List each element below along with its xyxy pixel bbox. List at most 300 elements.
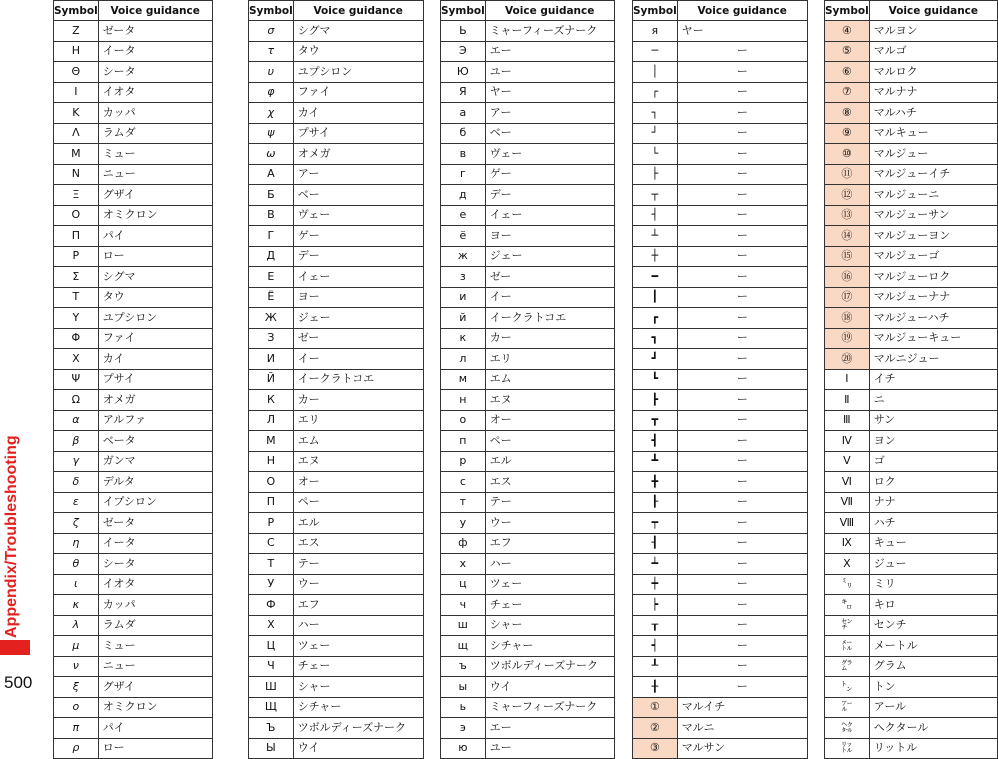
voice-guidance-cell: エー — [485, 41, 614, 62]
symbol-cell: Х — [249, 615, 294, 636]
symbol-cell: ┃ — [633, 287, 678, 308]
voice-guidance-cell: デルタ — [98, 472, 212, 493]
symbol-cell: ⑯ — [825, 267, 870, 288]
symbol-cell: ㍉ — [825, 574, 870, 595]
symbol-cell: τ — [249, 41, 294, 62]
voice-guidance-cell: ー — [677, 41, 807, 62]
symbol-cell: Ⅶ — [825, 492, 870, 513]
voice-guidance-cell: イータ — [98, 533, 212, 554]
table-row — [825, 287, 998, 308]
table-row — [441, 472, 615, 493]
symbol-cell: θ — [54, 554, 99, 575]
symbol-cell: Ο — [54, 205, 99, 226]
voice-guidance-cell: エス — [485, 472, 614, 493]
symbol-cell: φ — [249, 82, 294, 103]
header-voice-guidance: Voice guidance — [485, 1, 614, 21]
table-row — [441, 431, 615, 452]
table-row — [633, 82, 808, 103]
symbol-cell: μ — [54, 636, 99, 657]
voice-guidance-cell: トン — [869, 677, 997, 698]
voice-guidance-cell: マルジューヨン — [869, 226, 997, 247]
symbol-cell: ⑧ — [825, 103, 870, 124]
header-symbol: Symbol — [633, 1, 678, 21]
symbol-cell: ③ — [633, 738, 678, 759]
table-row — [54, 144, 213, 165]
symbol-cell: З — [249, 328, 294, 349]
symbol-cell: Т — [249, 554, 294, 575]
symbol-cell: ι — [54, 574, 99, 595]
symbol-cell: Ζ — [54, 21, 99, 42]
symbol-cell: ⑳ — [825, 349, 870, 370]
table-row — [825, 246, 998, 267]
symbol-cell: з — [441, 267, 486, 288]
table-row — [54, 533, 213, 554]
voice-guidance-cell: ウー — [293, 574, 423, 595]
voice-guidance-cell: シャー — [485, 615, 614, 636]
table-row — [633, 451, 808, 472]
symbol-cell: └ — [633, 144, 678, 165]
voice-guidance-cell: マルジュー — [869, 144, 997, 165]
table-row — [54, 82, 213, 103]
symbol-cell: ⑥ — [825, 62, 870, 83]
symbol-cell: Р — [249, 513, 294, 534]
table-row — [633, 697, 808, 718]
voice-guidance-cell: シータ — [98, 554, 212, 575]
voice-guidance-cell: シチャー — [293, 697, 423, 718]
symbol-cell: Ⅱ — [825, 390, 870, 411]
voice-guidance-cell: イータ — [98, 41, 212, 62]
voice-guidance-cell: ー — [677, 390, 807, 411]
table-row — [249, 410, 424, 431]
symbol-cell: к — [441, 328, 486, 349]
table-row — [249, 697, 424, 718]
voice-guidance-cell: エフ — [293, 595, 423, 616]
symbol-cell: Ⅲ — [825, 410, 870, 431]
symbol-cell: Б — [249, 185, 294, 206]
voice-guidance-cell: ヨー — [293, 287, 423, 308]
symbol-cell: ╂ — [633, 677, 678, 698]
voice-guidance-cell: ー — [677, 349, 807, 370]
table-row — [249, 390, 424, 411]
symbol-cell: χ — [249, 103, 294, 124]
voice-guidance-cell: カー — [485, 328, 614, 349]
table-row — [249, 164, 424, 185]
table-row — [249, 205, 424, 226]
symbol-cell: ⑩ — [825, 144, 870, 165]
symbol-cell: ㌧ — [825, 677, 870, 698]
table-row — [633, 308, 808, 329]
symbol-table-3 — [440, 0, 615, 759]
voice-guidance-cell: パイ — [98, 226, 212, 247]
symbol-cell: ╋ — [633, 472, 678, 493]
table-row — [249, 328, 424, 349]
symbol-cell: т — [441, 492, 486, 513]
table-row — [441, 205, 615, 226]
voice-guidance-cell: ー — [677, 554, 807, 575]
voice-guidance-cell: デー — [293, 246, 423, 267]
voice-guidance-cell: ゼー — [293, 328, 423, 349]
symbol-cell: Э — [441, 41, 486, 62]
table-row — [54, 636, 213, 657]
voice-guidance-cell: ー — [677, 103, 807, 124]
voice-guidance-cell: ファイ — [98, 328, 212, 349]
symbol-cell: ξ — [54, 677, 99, 698]
table-row — [441, 677, 615, 698]
voice-guidance-cell: ー — [677, 369, 807, 390]
voice-guidance-cell: ロー — [98, 738, 212, 759]
voice-guidance-cell: ニュー — [98, 164, 212, 185]
voice-guidance-cell: ー — [677, 82, 807, 103]
symbol-cell: В — [249, 205, 294, 226]
table-row — [249, 226, 424, 247]
voice-guidance-cell: アルファ — [98, 410, 212, 431]
table-row — [825, 697, 998, 718]
table-row — [825, 595, 998, 616]
table-row — [54, 554, 213, 575]
symbol-cell: ⑱ — [825, 308, 870, 329]
voice-guidance-cell: ヘクタール — [869, 718, 997, 739]
symbol-cell: δ — [54, 472, 99, 493]
symbol-cell: ━ — [633, 267, 678, 288]
symbol-cell: ⑤ — [825, 41, 870, 62]
table-row — [441, 185, 615, 206]
table-row — [249, 472, 424, 493]
table-row — [825, 308, 998, 329]
table-row — [249, 492, 424, 513]
voice-guidance-cell: デー — [485, 185, 614, 206]
table-row — [441, 513, 615, 534]
table-row — [633, 533, 808, 554]
voice-guidance-cell: キュー — [869, 533, 997, 554]
symbol-cell: м — [441, 369, 486, 390]
symbol-cell: Я — [441, 82, 486, 103]
symbol-cell: ш — [441, 615, 486, 636]
table-row — [441, 328, 615, 349]
header-voice-guidance: Voice guidance — [869, 1, 997, 21]
table-row — [825, 144, 998, 165]
voice-guidance-cell: ラムダ — [98, 123, 212, 144]
voice-guidance-cell: マルジューキュー — [869, 328, 997, 349]
voice-guidance-cell: キロ — [869, 595, 997, 616]
symbol-cell: я — [633, 21, 678, 42]
symbol-cell: ┰ — [633, 615, 678, 636]
table-row — [249, 267, 424, 288]
symbol-cell: υ — [249, 62, 294, 83]
table-row — [54, 62, 213, 83]
voice-guidance-cell: チェー — [485, 595, 614, 616]
symbol-cell: ┤ — [633, 205, 678, 226]
table-row — [54, 123, 213, 144]
symbol-cell: в — [441, 144, 486, 165]
voice-guidance-cell: エム — [293, 431, 423, 452]
table-row — [54, 349, 213, 370]
table-row — [633, 144, 808, 165]
symbol-cell: ┿ — [633, 574, 678, 595]
voice-guidance-cell: ミュー — [98, 144, 212, 165]
voice-guidance-cell: ゼータ — [98, 21, 212, 42]
table-row — [633, 41, 808, 62]
table-row — [633, 21, 808, 42]
table-row — [633, 410, 808, 431]
header-voice-guidance: Voice guidance — [293, 1, 423, 21]
symbol-cell: ㌢ — [825, 615, 870, 636]
symbol-cell: Ψ — [54, 369, 99, 390]
voice-guidance-cell: ヤー — [485, 82, 614, 103]
table-row — [441, 656, 615, 677]
table-row — [54, 615, 213, 636]
symbol-cell: ┣ — [633, 390, 678, 411]
table-row — [633, 369, 808, 390]
voice-guidance-cell: マルゴ — [869, 41, 997, 62]
voice-guidance-cell: ゼータ — [98, 513, 212, 534]
voice-guidance-cell: イオタ — [98, 574, 212, 595]
symbol-cell: ┛ — [633, 349, 678, 370]
table-row — [54, 656, 213, 677]
voice-guidance-cell: オー — [293, 472, 423, 493]
table-row — [441, 246, 615, 267]
table-row — [633, 328, 808, 349]
table-row — [249, 308, 424, 329]
voice-guidance-cell: ー — [677, 185, 807, 206]
voice-guidance-cell: イェー — [293, 267, 423, 288]
symbol-cell: ㌃ — [825, 697, 870, 718]
symbol-cell: ┫ — [633, 431, 678, 452]
table-row — [633, 390, 808, 411]
symbol-cell: Ё — [249, 287, 294, 308]
voice-guidance-cell: マルナナ — [869, 82, 997, 103]
voice-guidance-cell: エリ — [485, 349, 614, 370]
voice-guidance-cell: オメガ — [98, 390, 212, 411]
voice-guidance-cell: タウ — [98, 287, 212, 308]
symbol-cell: д — [441, 185, 486, 206]
table-row — [633, 718, 808, 739]
symbol-cell: Й — [249, 369, 294, 390]
voice-guidance-cell: カイ — [98, 349, 212, 370]
voice-guidance-cell: ー — [677, 123, 807, 144]
table-row — [249, 636, 424, 657]
symbol-cell: ч — [441, 595, 486, 616]
symbol-cell: ─ — [633, 41, 678, 62]
symbol-cell: б — [441, 123, 486, 144]
header-voice-guidance: Voice guidance — [98, 1, 212, 21]
table-row — [441, 226, 615, 247]
table-row — [441, 697, 615, 718]
table-row — [54, 390, 213, 411]
voice-guidance-cell: ー — [677, 308, 807, 329]
symbol-cell: У — [249, 574, 294, 595]
voice-guidance-cell: ミャーフィーズナーク — [485, 21, 614, 42]
table-row — [441, 349, 615, 370]
voice-guidance-cell: マルキュー — [869, 123, 997, 144]
symbol-cell: ⑬ — [825, 205, 870, 226]
table-row — [633, 656, 808, 677]
table-row — [54, 574, 213, 595]
table-row — [249, 246, 424, 267]
table-row — [54, 492, 213, 513]
table-row — [441, 103, 615, 124]
symbol-cell: Щ — [249, 697, 294, 718]
voice-guidance-cell: ナナ — [869, 492, 997, 513]
voice-guidance-cell: イオタ — [98, 82, 212, 103]
symbol-cell: ┳ — [633, 410, 678, 431]
table-row — [249, 287, 424, 308]
voice-guidance-cell: ー — [677, 410, 807, 431]
symbol-cell: ⑪ — [825, 164, 870, 185]
table-row — [249, 62, 424, 83]
table-row — [54, 205, 213, 226]
voice-guidance-cell: ジュー — [869, 554, 997, 575]
table-row — [249, 431, 424, 452]
voice-guidance-cell: ヨン — [869, 431, 997, 452]
voice-guidance-cell: ユプシロン — [293, 62, 423, 83]
symbol-cell: ω — [249, 144, 294, 165]
symbol-cell: Φ — [54, 328, 99, 349]
voice-guidance-cell: イー — [293, 349, 423, 370]
table-row — [825, 205, 998, 226]
table-row — [825, 677, 998, 698]
symbol-cell: Λ — [54, 123, 99, 144]
voice-guidance-cell: ペー — [485, 431, 614, 452]
voice-guidance-cell: ニュー — [98, 656, 212, 677]
table-row — [441, 41, 615, 62]
voice-guidance-cell: ツェー — [485, 574, 614, 595]
symbol-cell: ┘ — [633, 123, 678, 144]
table-row — [441, 718, 615, 739]
table-row — [441, 123, 615, 144]
voice-guidance-cell: ー — [677, 574, 807, 595]
symbol-cell: е — [441, 205, 486, 226]
table-row — [825, 410, 998, 431]
symbol-cell: η — [54, 533, 99, 554]
voice-guidance-cell: シャー — [293, 677, 423, 698]
voice-guidance-cell: グザイ — [98, 185, 212, 206]
symbol-cell: ┝ — [633, 595, 678, 616]
symbol-cell: Ш — [249, 677, 294, 698]
voice-guidance-cell: マルニジュー — [869, 349, 997, 370]
table-row — [249, 513, 424, 534]
symbol-cell: И — [249, 349, 294, 370]
voice-guidance-cell: センチ — [869, 615, 997, 636]
table-row — [249, 349, 424, 370]
table-row — [825, 123, 998, 144]
symbol-cell: ┷ — [633, 554, 678, 575]
symbol-cell: Ρ — [54, 246, 99, 267]
symbol-cell: Е — [249, 267, 294, 288]
voice-guidance-cell: ー — [677, 533, 807, 554]
table-row — [825, 738, 998, 759]
table-row — [249, 595, 424, 616]
symbol-cell: Μ — [54, 144, 99, 165]
voice-guidance-cell: テー — [293, 554, 423, 575]
symbol-cell: ┼ — [633, 246, 678, 267]
table-row — [825, 431, 998, 452]
symbol-cell: ┨ — [633, 533, 678, 554]
voice-guidance-cell: アール — [869, 697, 997, 718]
table-row — [249, 123, 424, 144]
symbol-cell: н — [441, 390, 486, 411]
voice-guidance-cell: ー — [677, 431, 807, 452]
symbol-cell: ㍍ — [825, 636, 870, 657]
table-row — [633, 492, 808, 513]
table-row — [633, 226, 808, 247]
voice-guidance-cell: リットル — [869, 738, 997, 759]
table-row — [441, 164, 615, 185]
voice-guidance-cell: ニ — [869, 390, 997, 411]
voice-guidance-cell: ミャーフィーズナーク — [485, 697, 614, 718]
symbol-cell: щ — [441, 636, 486, 657]
symbol-cell: ё — [441, 226, 486, 247]
table-row — [249, 21, 424, 42]
table-row — [249, 656, 424, 677]
symbol-cell: ο — [54, 697, 99, 718]
voice-guidance-cell: シグマ — [98, 267, 212, 288]
table-row — [54, 595, 213, 616]
table-row — [633, 62, 808, 83]
voice-guidance-cell: テー — [485, 492, 614, 513]
symbol-cell: К — [249, 390, 294, 411]
voice-guidance-cell: マルイチ — [677, 697, 807, 718]
symbol-cell: λ — [54, 615, 99, 636]
symbol-table-4 — [632, 0, 808, 759]
voice-guidance-cell: エー — [485, 718, 614, 739]
table-row — [54, 226, 213, 247]
symbol-cell: Ч — [249, 656, 294, 677]
table-row — [441, 267, 615, 288]
voice-guidance-cell: ハチ — [869, 513, 997, 534]
voice-guidance-cell: エヌ — [485, 390, 614, 411]
table-row — [825, 82, 998, 103]
symbol-cell: Ж — [249, 308, 294, 329]
voice-guidance-cell: サン — [869, 410, 997, 431]
table-row — [249, 677, 424, 698]
table-row — [249, 615, 424, 636]
table-row — [54, 41, 213, 62]
voice-guidance-cell: ー — [677, 636, 807, 657]
symbol-cell: Ⅹ — [825, 554, 870, 575]
symbol-cell: п — [441, 431, 486, 452]
table-row — [825, 185, 998, 206]
symbol-cell: ν — [54, 656, 99, 677]
table-row — [441, 533, 615, 554]
table-row — [825, 62, 998, 83]
table-row — [825, 328, 998, 349]
table-row — [441, 738, 615, 759]
table-header-row — [441, 1, 615, 21]
header-symbol: Symbol — [441, 1, 486, 21]
voice-guidance-cell: カッパ — [98, 103, 212, 124]
voice-guidance-cell: エス — [293, 533, 423, 554]
table-header-row — [825, 1, 998, 21]
table-row — [633, 677, 808, 698]
table-row — [825, 267, 998, 288]
symbol-cell: у — [441, 513, 486, 534]
table-row — [825, 574, 998, 595]
header-voice-guidance: Voice guidance — [677, 1, 807, 21]
voice-guidance-cell: ー — [677, 205, 807, 226]
symbol-cell: ┓ — [633, 328, 678, 349]
table-row — [441, 451, 615, 472]
symbol-cell: ┥ — [633, 636, 678, 657]
table-row — [441, 144, 615, 165]
symbol-table-5 — [824, 0, 998, 759]
voice-guidance-cell: ハー — [293, 615, 423, 636]
table-row — [825, 103, 998, 124]
voice-guidance-cell: シチャー — [485, 636, 614, 657]
voice-guidance-cell: ハー — [485, 554, 614, 575]
symbol-cell: ㌘ — [825, 656, 870, 677]
symbol-cell: ┸ — [633, 656, 678, 677]
voice-guidance-cell: カイ — [293, 103, 423, 124]
